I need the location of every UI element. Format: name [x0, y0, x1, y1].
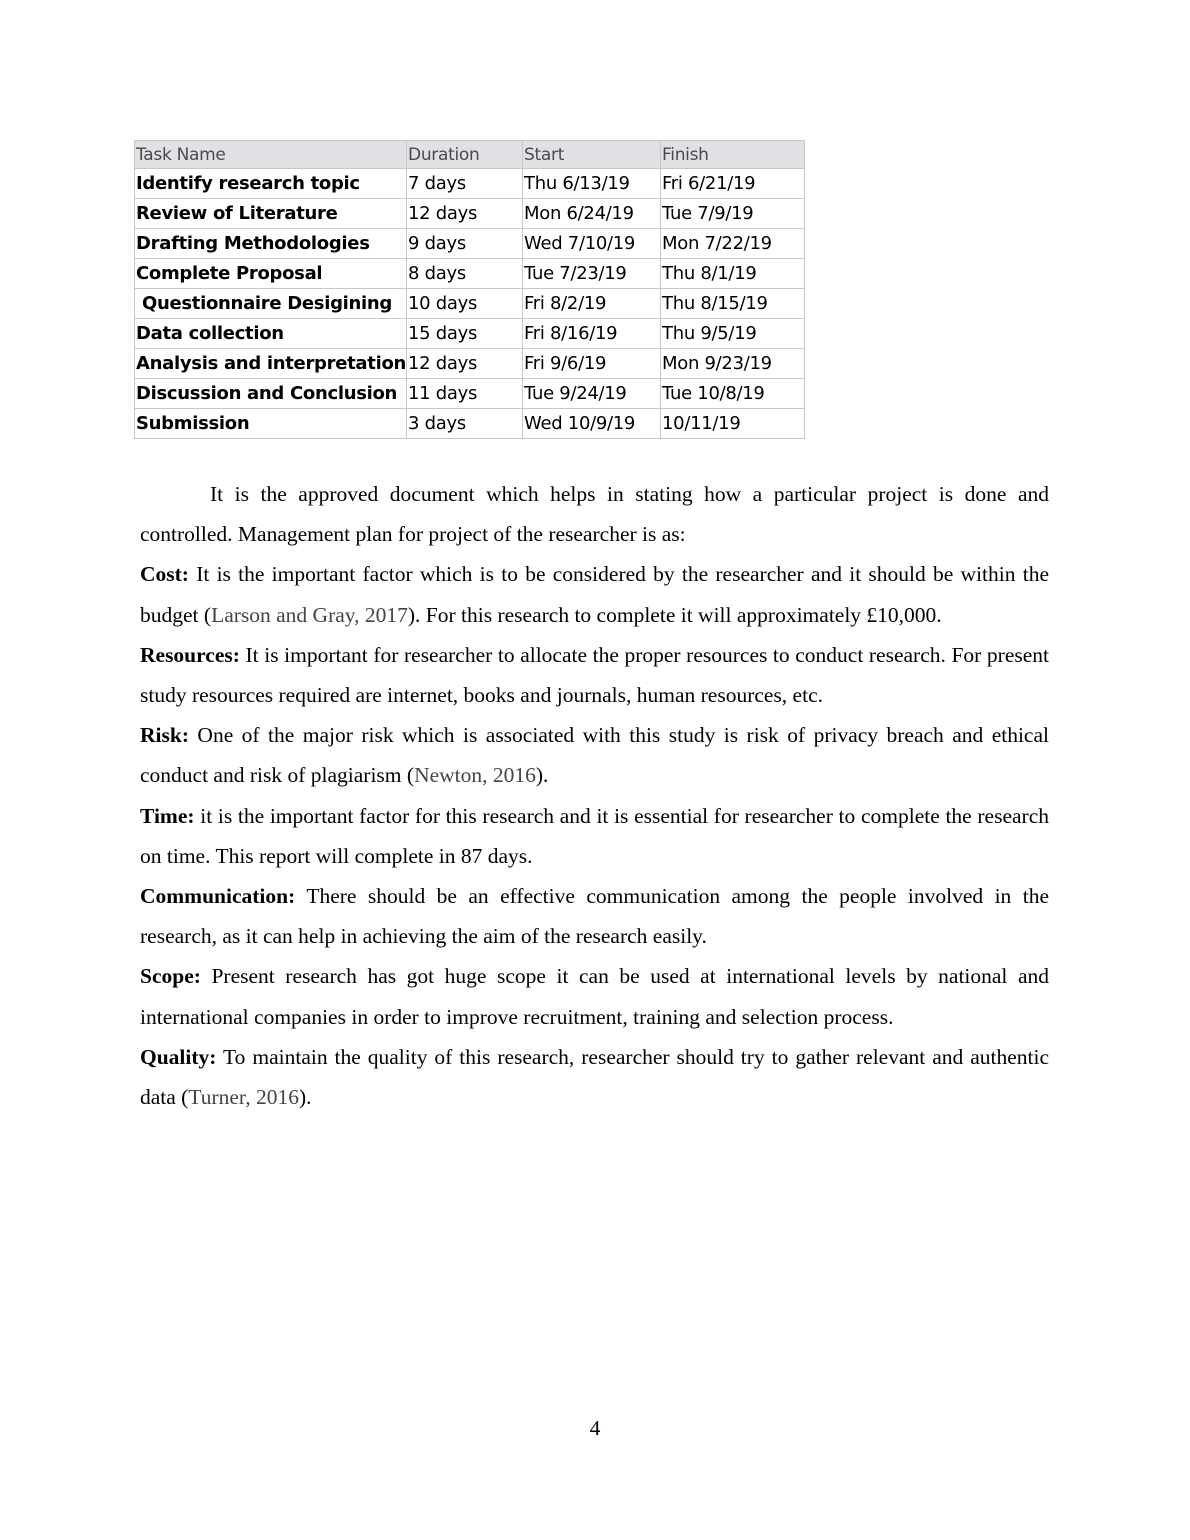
- duration-cell: 9 days: [407, 229, 523, 259]
- table-row: [135, 409, 805, 439]
- table-row: [135, 319, 805, 349]
- task-name-cell: Data collection: [135, 319, 407, 349]
- cost-text: It is the important factor which is to be considered by the researcher and it should be within the budget (: [140, 562, 1049, 627]
- duration-cell: 15 days: [407, 319, 523, 349]
- duration-cell: 12 days: [407, 199, 523, 229]
- column-header-task-name: Task Name: [135, 141, 407, 169]
- task-name-cell: Complete Proposal: [135, 259, 407, 289]
- risk-text: One of the major risk which is associated with this study is risk of privacy breach and ethical conduct and risk of plagiarism (: [140, 723, 1049, 788]
- task-name-cell: Drafting Methodologies: [135, 229, 407, 259]
- finish-cell: Thu 8/1/19: [661, 259, 805, 289]
- finish-cell: 10/11/19: [661, 409, 805, 439]
- duration-cell: 12 days: [407, 349, 523, 379]
- table-header-row: [135, 141, 805, 169]
- cost-citation: Larson and Gray, 2017: [211, 602, 408, 627]
- start-cell: Wed 7/10/19: [523, 229, 661, 259]
- column-header-duration: Duration: [407, 141, 523, 169]
- risk-term: Risk:: [140, 723, 189, 748]
- intro-paragraph: It is the approved document which helps in stating how a particular project is done and controlled. Management plan for project of the researcher is as:: [140, 482, 1049, 547]
- duration-cell: 11 days: [407, 379, 523, 409]
- finish-cell: Fri 6/21/19: [661, 169, 805, 199]
- task-name-cell: Questionnaire Desigining: [135, 289, 407, 319]
- finish-cell: Mon 9/23/19: [661, 349, 805, 379]
- body-text: [140, 474, 1049, 1117]
- finish-cell: Mon 7/22/19: [661, 229, 805, 259]
- time-paragraph: [140, 796, 1049, 876]
- column-header-start: Start: [523, 141, 661, 169]
- task-name-cell: Identify research topic: [135, 169, 407, 199]
- duration-cell: 7 days: [407, 169, 523, 199]
- start-cell: Tue 9/24/19: [523, 379, 661, 409]
- page-number: 4: [589, 1416, 601, 1440]
- quality-term: Quality:: [140, 1044, 217, 1069]
- quality-paragraph: [140, 1037, 1049, 1117]
- resources-text: It is important for researcher to allocate the proper resources to conduct research. For present study resources required are internet, books and journals, human resources, etc.: [140, 642, 1049, 708]
- table-row: [135, 169, 805, 199]
- communication-term: Communication:: [140, 884, 296, 909]
- resources-paragraph: [140, 635, 1049, 715]
- task-name-cell: Analysis and interpretation: [135, 349, 407, 379]
- task-name-cell: Review of Literature: [135, 199, 407, 229]
- project-schedule-table: [134, 140, 805, 439]
- start-cell: Fri 8/16/19: [523, 319, 661, 349]
- scope-term: Scope:: [140, 964, 201, 989]
- quality-citation: Turner, 2016: [188, 1085, 299, 1110]
- scope-paragraph: [140, 956, 1049, 1036]
- start-cell: Fri 9/6/19: [523, 349, 661, 379]
- quality-text: To maintain the quality of this research, researcher should try to gather relevant and authentic data (: [140, 1044, 1049, 1110]
- finish-cell: Thu 8/15/19: [661, 289, 805, 319]
- column-header-finish: Finish: [661, 141, 805, 169]
- duration-cell: 3 days: [407, 409, 523, 439]
- cost-paragraph: [140, 554, 1049, 634]
- table-row: [135, 349, 805, 379]
- quality-text-end: ).: [298, 1085, 312, 1110]
- finish-cell: Tue 7/9/19: [661, 199, 805, 229]
- start-cell: Wed 10/9/19: [523, 409, 661, 439]
- task-name-cell: Discussion and Conclusion: [135, 379, 407, 409]
- start-cell: Fri 8/2/19: [523, 289, 661, 319]
- table-row: [135, 379, 805, 409]
- duration-cell: 10 days: [407, 289, 523, 319]
- task-name-cell: Submission: [135, 409, 407, 439]
- risk-citation: Newton, 2016: [414, 763, 536, 788]
- time-text: it is the important factor for this research and it is essential for researcher to complete the research on time. This report will complete in 87 days.: [140, 803, 1049, 868]
- resources-term: Resources:: [140, 642, 240, 667]
- table-row: [135, 229, 805, 259]
- table-row: [135, 289, 805, 319]
- table-row: [135, 259, 805, 289]
- start-cell: Tue 7/23/19: [523, 259, 661, 289]
- risk-paragraph: [140, 715, 1049, 795]
- start-cell: Thu 6/13/19: [523, 169, 661, 199]
- start-cell: Mon 6/24/19: [523, 199, 661, 229]
- scope-text: Present research has got huge scope it can be used at international levels by national and international companies in order to improve recruitment, training and selection process.: [140, 964, 1049, 1029]
- table-row: [135, 199, 805, 229]
- finish-cell: Tue 10/8/19: [661, 379, 805, 409]
- duration-cell: 8 days: [407, 259, 523, 289]
- communication-text: There should be an effective communication among the people involved in the research, as it can help in achieving the aim of the research easily.: [140, 884, 1049, 949]
- risk-text-end: ).: [535, 763, 549, 788]
- finish-cell: Thu 9/5/19: [661, 319, 805, 349]
- communication-paragraph: [140, 876, 1049, 956]
- time-term: Time:: [140, 803, 195, 828]
- cost-text-end: ). For this research to complete it will approximately £10,000.: [407, 602, 942, 627]
- cost-term: Cost:: [140, 562, 189, 587]
